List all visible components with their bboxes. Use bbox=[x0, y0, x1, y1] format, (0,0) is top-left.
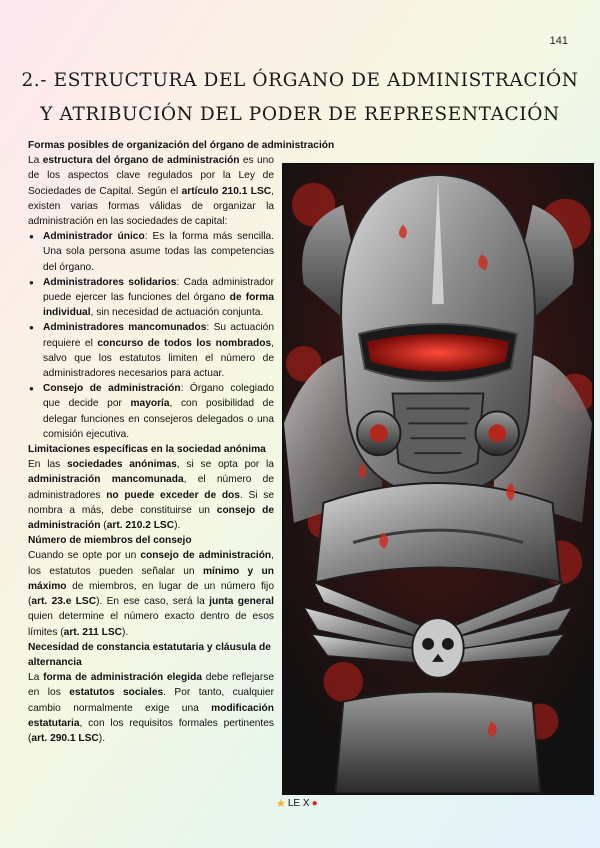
article-text-column bbox=[28, 138, 335, 746]
list-item-administradores-mancomunados bbox=[43, 320, 274, 381]
body-text: : Su actuación requiere el bbox=[43, 322, 275, 349]
emphasis-text: de forma individual bbox=[43, 292, 274, 319]
body-text: de miembros, en lugar de un número fijo ( bbox=[28, 580, 274, 608]
emphasis-text: Administradores mancomunados bbox=[43, 322, 207, 334]
emphasis-text: concurso de todos los nombrados bbox=[97, 337, 272, 349]
list-item-administradores-solidarios bbox=[43, 275, 274, 321]
statutory-paragraph bbox=[28, 670, 274, 746]
emphasis-text: art. 23.e LSC bbox=[31, 596, 97, 608]
limits-paragraph bbox=[28, 457, 274, 533]
body-text: ( bbox=[100, 520, 107, 532]
forms-intro-paragraph bbox=[28, 153, 274, 229]
star-icon: ★ bbox=[276, 798, 286, 810]
page-number: 141 bbox=[549, 35, 568, 47]
body-text: , el número de administradores bbox=[28, 474, 274, 501]
body-text: , salvo que los estatutos limiten el número de administradores necesarios para actuar. bbox=[43, 337, 275, 380]
body-text: ). bbox=[121, 626, 129, 638]
emphasis-text: Administrador único bbox=[43, 231, 145, 243]
body-text: En las bbox=[28, 459, 67, 471]
body-text: La bbox=[28, 155, 43, 167]
list-item-consejo-administracion bbox=[43, 381, 274, 442]
body-text: ). bbox=[174, 520, 181, 532]
emphasis-text: art. 290.1 LSC bbox=[31, 732, 99, 744]
emphasis-text: consejo de administración bbox=[140, 550, 272, 562]
body-text: , sin necesidad de actuación conjunta. bbox=[90, 307, 264, 319]
footer-logo bbox=[276, 797, 318, 810]
emphasis-text: mínimo y un máximo bbox=[28, 565, 275, 592]
armored-helmet-illustration bbox=[282, 163, 594, 795]
title-line-1: 2.- ESTRUCTURA DEL ÓRGANO DE ADMINISTRACIÓN bbox=[21, 70, 579, 91]
body-text: . Por tanto, cualquier cambio normalmente exige una bbox=[28, 687, 274, 714]
administration-forms-list bbox=[28, 229, 274, 442]
emphasis-text: administración mancomunada bbox=[28, 474, 184, 486]
body-text: debe reflejarse en los bbox=[28, 672, 274, 699]
body-text: : Cada administrador puede ejercer las funciones del órgano bbox=[43, 276, 274, 304]
section-heading-forms: Formas posibles de organización del órgano de administración bbox=[28, 140, 335, 151]
body-text: ). bbox=[98, 732, 106, 744]
emphasis-text: sociedades anónimas bbox=[66, 459, 177, 471]
helmet-artwork bbox=[284, 165, 592, 793]
emphasis-text: junta general bbox=[209, 596, 275, 608]
section-heading-statutory: Necesidad de constancia estatutaria y cláusula de alternancia bbox=[28, 641, 271, 668]
body-text: , con los requisitos formales pertinentes ( bbox=[28, 717, 274, 744]
emphasis-text: consejo de administración bbox=[28, 504, 274, 532]
list-item-administrador-unico bbox=[43, 229, 274, 275]
blood-drop-icon: ● bbox=[311, 798, 318, 809]
emphasis-text: mayoría bbox=[130, 398, 170, 410]
emphasis-text: Consejo de administración bbox=[43, 383, 181, 395]
title-line-2: Y ATRIBUCIÓN DEL PODER DE REPRESENTACIÓN bbox=[40, 104, 560, 125]
emphasis-text: no puede exceder de dos bbox=[106, 489, 240, 501]
emphasis-text: artículo 210.1 LSC bbox=[181, 185, 272, 197]
body-text: : Órgano colegiado que decide por bbox=[43, 383, 275, 410]
body-text: ). En ese caso, será la bbox=[96, 596, 210, 608]
emphasis-text: estructura del órgano de administración bbox=[42, 155, 240, 167]
section-heading-members: Número de miembros del consejo bbox=[28, 535, 192, 547]
body-text: , si se opta por la bbox=[176, 459, 274, 471]
body-text: quien determine el número exacto dentro de esos límites ( bbox=[28, 611, 274, 638]
body-text: La bbox=[28, 672, 44, 684]
body-text: es uno de los aspectos clave regulados por la Ley de Sociedades de Capital. Según el bbox=[28, 155, 274, 197]
body-text: , existen varias formas válidas de organizar la administración en las sociedades de capital: bbox=[28, 185, 275, 228]
body-text: : Es la forma más sencilla. Una sola persona asume todas las competencias del órgano. bbox=[43, 231, 274, 273]
body-text: . Si se nombra a más, debe constituirse un bbox=[28, 489, 274, 516]
emphasis-text: art. 211 LSC bbox=[63, 626, 122, 638]
page-title bbox=[0, 64, 600, 132]
body-text: Cuando se opte por un bbox=[28, 550, 141, 562]
members-paragraph bbox=[28, 548, 274, 639]
emphasis-text: estatutos sociales bbox=[69, 687, 164, 699]
footer-logo-text: LE X bbox=[287, 798, 310, 809]
emphasis-text: modificación estatutaria bbox=[28, 702, 274, 729]
body-text: , los estatutos pueden señalar un bbox=[28, 550, 274, 577]
emphasis-text: art. 210.2 LSC bbox=[106, 520, 175, 532]
section-heading-limits: Limitaciones específicas en la sociedad anónima bbox=[28, 444, 266, 456]
emphasis-text: forma de administración elegida bbox=[43, 672, 202, 684]
body-text: , con posibilidad de delegar funciones en consejeros delegados o una comisión ejecutiva. bbox=[43, 398, 274, 440]
emphasis-text: Administradores solidarios bbox=[43, 276, 177, 288]
